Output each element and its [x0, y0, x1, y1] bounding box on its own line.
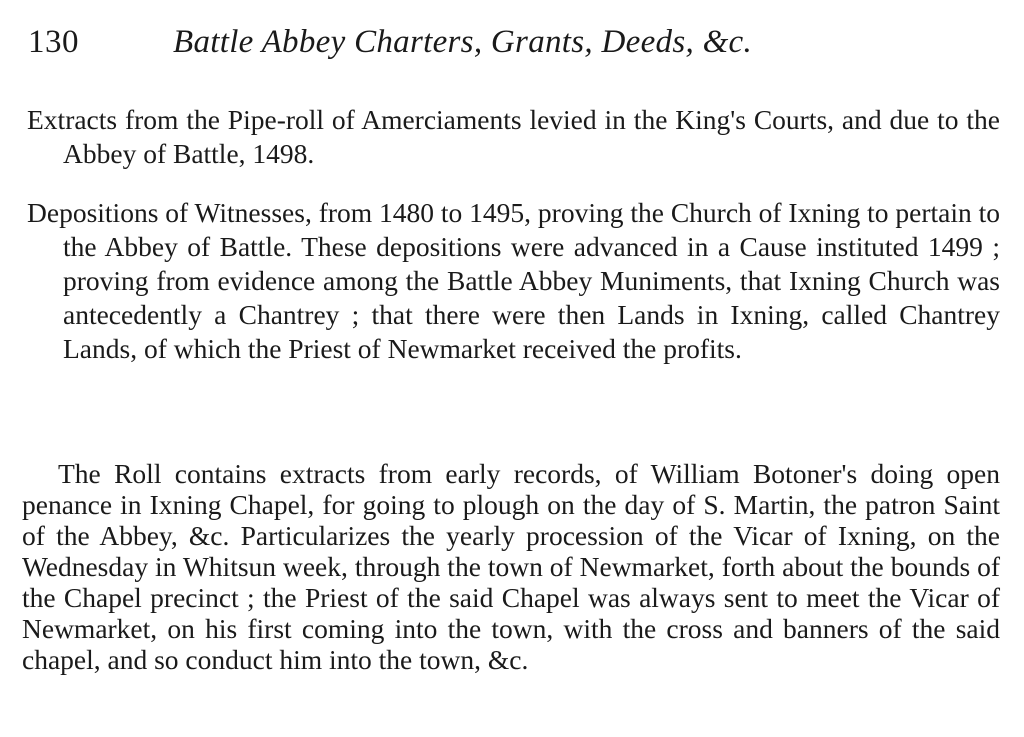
running-head	[28, 22, 998, 70]
roll-description-paragraph: The Roll contains extracts from early records, of William Botoner's doing open penance in Ixning Chapel, for going to plough on the day of S. Martin, the patron Saint of the Abbey, &c. Particularizes the yearly procession of the Vicar of Ixning, on the Wednesday in Whitsun week, through the town of Newmarket, forth about the bounds of the Chapel precinct ; the Priest of the said Chapel was always sent to meet the Vicar of Newmarket, on his first coming into the town, with the cross and banners of the said chapel, and so conduct him into the town, &c.	[22, 458, 1000, 675]
catalogue-entry-pipe-roll: Extracts from the Pipe-roll of Amerciaments levied in the King's Courts, and due to the Abbey of Battle, 1498.	[27, 104, 1000, 169]
running-title: Battle Abbey Charters, Grants, Deeds, &c.	[173, 24, 753, 60]
page-number: 130	[28, 24, 79, 60]
catalogue-entry-depositions: Depositions of Witnesses, from 1480 to 1495, proving the Church of Ixning to pertain to the Abbey of Battle. These depositions were advanced in a Cause instituted 1499 ; proving from evidence among the Battle Abbey Muniments, that Ixning Church was antecedently a Chantrey ; that there were then Lands in Ixning, called Chantrey Lands, of which the Priest of Newmarket received the profits.	[27, 197, 1000, 364]
